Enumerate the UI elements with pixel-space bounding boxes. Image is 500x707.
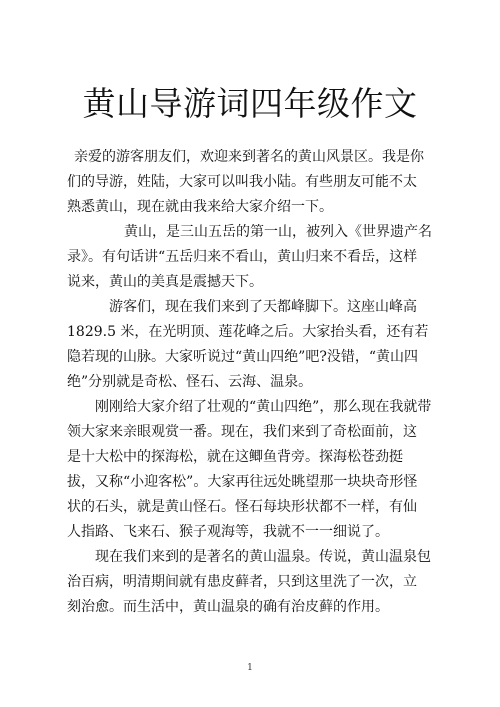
paragraph-line: 录》。有句话讲“五岳归来不看山，黄山归来不看岳，这样 — [67, 249, 418, 265]
document-body — [67, 145, 437, 620]
paragraph-line: 人指路、飞来石、猴子观海等，我就不一一细说了。 — [67, 524, 389, 540]
paragraph-2 — [67, 220, 437, 295]
paragraph-line: 们的导游，姓陆，大家可以叫我小陆。有些朋友可能不太 — [67, 174, 417, 190]
paragraph-4 — [67, 395, 437, 545]
paragraph-line: 说来，黄山的美真是震撼天下。 — [67, 274, 263, 290]
paragraph-line: 刚刚给大家介绍了壮观的“黄山四绝”，那么现在我就带 — [95, 399, 432, 415]
paragraph-line: 亲爱的游客朋友们，欢迎来到著名的黄山风景区。我是你 — [74, 149, 424, 165]
paragraph-5 — [67, 545, 437, 620]
paragraph-line: 游客们，现在我们来到了天都峰脚下。这座山峰高 — [109, 299, 417, 315]
paragraph-line: 领大家来亲眼观赏一番。现在，我们来到了奇松面前，这 — [67, 424, 417, 440]
paragraph-line: 黄山，是三山五岳的第一山，被列入《世界遗产名 — [124, 224, 432, 240]
paragraph-line: 刻治愈。而生活中，黄山温泉的确有治皮藓的作用。 — [67, 599, 389, 615]
paragraph-line: 隐若现的山脉。大家听说过“黄山四绝”吧?没错，“黄山四 — [67, 349, 418, 365]
paragraph-3 — [67, 295, 437, 395]
paragraph-line: 熟悉黄山，现在就由我来给大家介绍一下。 — [67, 199, 333, 215]
paragraph-line: 拔，又称“小迎客松”。大家再往远处眺望那一块块奇形怪 — [67, 474, 418, 490]
paragraph-1 — [67, 145, 437, 220]
paragraph-line: 绝”分别就是奇松、怪石、云海、温泉。 — [67, 374, 313, 390]
paragraph-line: 1829.5 米，在光明顶、莲花峰之后。大家抬头看，还有若 — [67, 324, 429, 340]
paragraph-line: 是十大松中的探海松，就在这鲫鱼背旁。探海松苍劲挺 — [67, 449, 403, 465]
page-number: 1 — [247, 663, 253, 673]
paragraph-line: 状的石头，就是黄山怪石。怪石每块形状都不一样，有仙 — [67, 499, 417, 515]
paragraph-line: 现在我们来到的是著名的黄山温泉。传说，黄山温泉包 — [95, 549, 431, 565]
document-title: 黄山导游词四年级作文 — [82, 84, 418, 123]
paragraph-line: 治百病，明清期间就有患皮藓者，只到这里洗了一次，立 — [67, 574, 417, 590]
